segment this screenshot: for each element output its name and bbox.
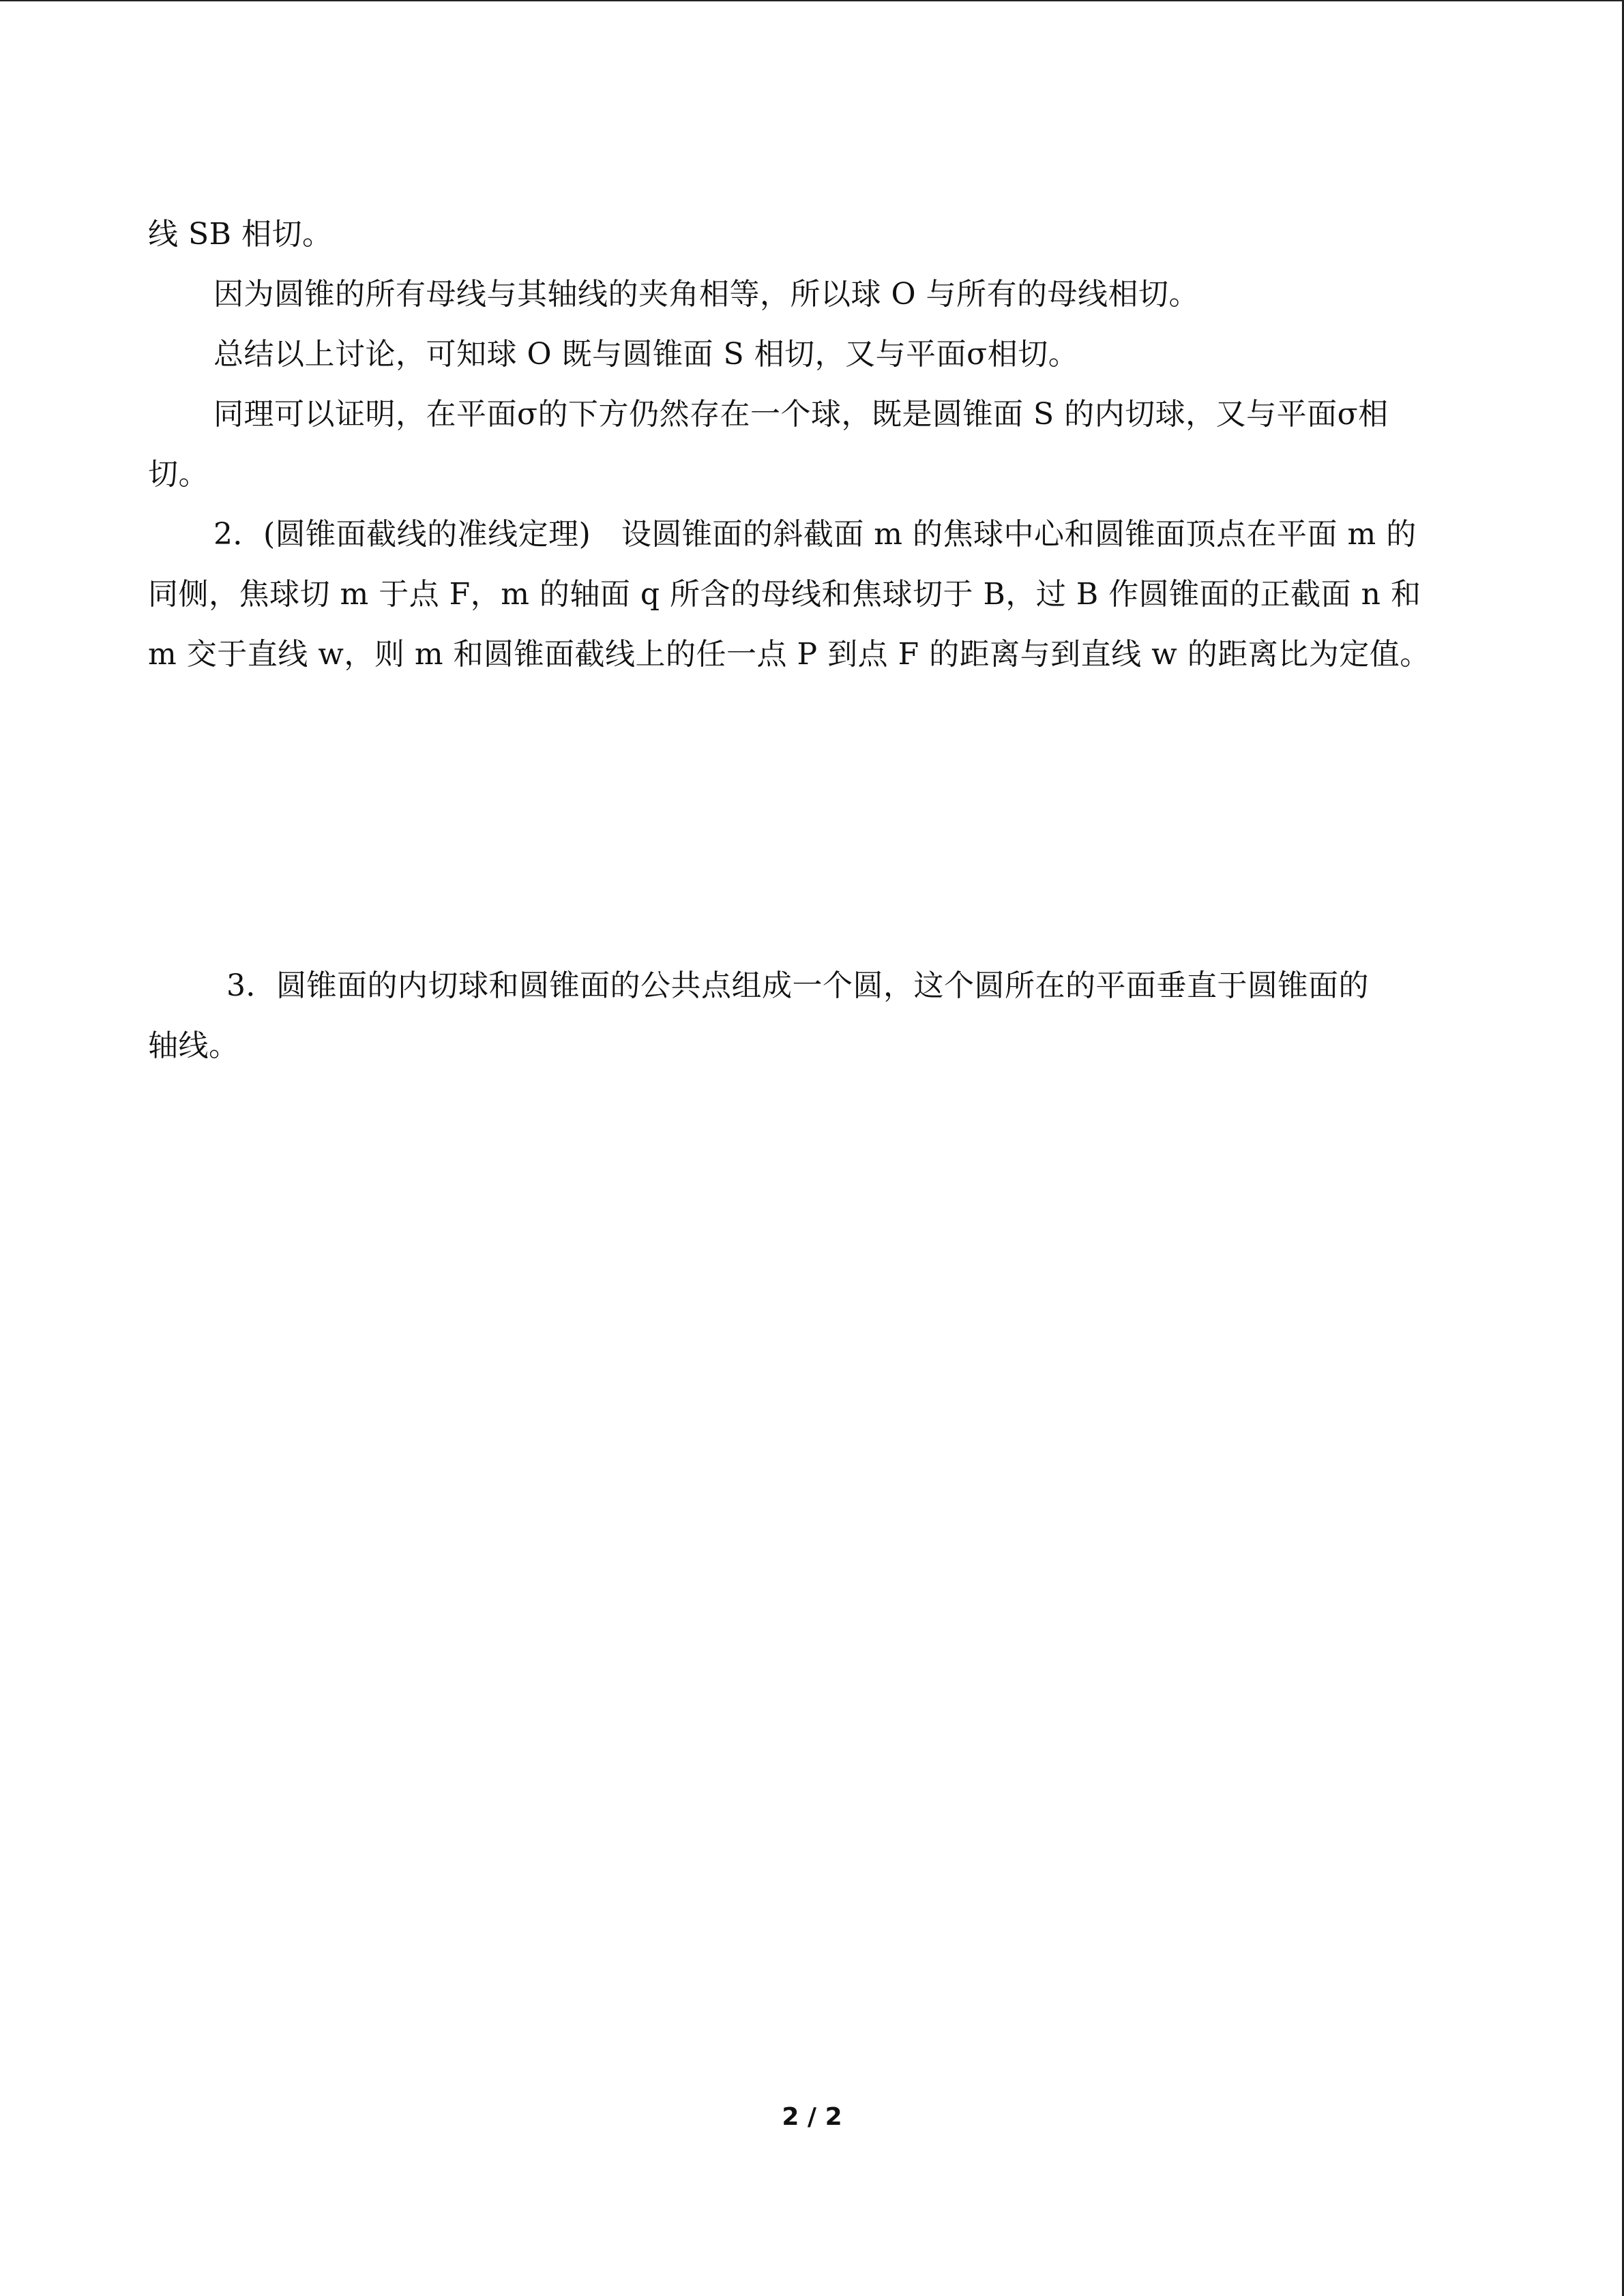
document-body <box>148 205 1478 1076</box>
theorem-2-line-2: 同侧，焦球切 m 于点 F，m 的轴面 q 所含的母线和焦球切于 B，过 B 作圆锥面的正截面 n 和 <box>148 577 1421 612</box>
blank-space <box>148 685 1478 956</box>
paragraph-summary: 总结以上讨论，可知球 O 既与圆锥面 S 相切，又与平面σ相切。 <box>213 337 1079 372</box>
theorem-3-line-2: 轴线。 <box>148 1028 239 1063</box>
paragraph-symmetric-line-1: 同理可以证明，在平面σ的下方仍然存在一个球，既是圆锥面 S 的内切球，又与平面σ相 <box>213 397 1389 432</box>
paragraph-symmetric-line-2: 切。 <box>148 457 209 492</box>
theorem-3-line-1: 3．圆锥面的内切球和圆锥面的公共点组成一个圆，这个圆所在的平面垂直于圆锥面的 <box>226 968 1369 1003</box>
paragraph-equal-angles: 因为圆锥的所有母线与其轴线的夹角相等，所以球 O 与所有的母线相切。 <box>213 277 1200 312</box>
page-number: 2 / 2 <box>782 2103 842 2131</box>
paragraph-continuation: 线 SB 相切。 <box>148 217 333 252</box>
theorem-2-line-3: m 交于直线 w，则 m 和圆锥面截线上的任一点 P 到点 F 的距离与到直线 w 的距离比为定值。 <box>148 637 1430 672</box>
top-border-line <box>0 0 1624 1</box>
theorem-2-line-1: 2．(圆锥面截线的准线定理) 设圆锥面的斜截面 m 的焦球中心和圆锥面顶点在平面 m 的 <box>213 517 1417 552</box>
